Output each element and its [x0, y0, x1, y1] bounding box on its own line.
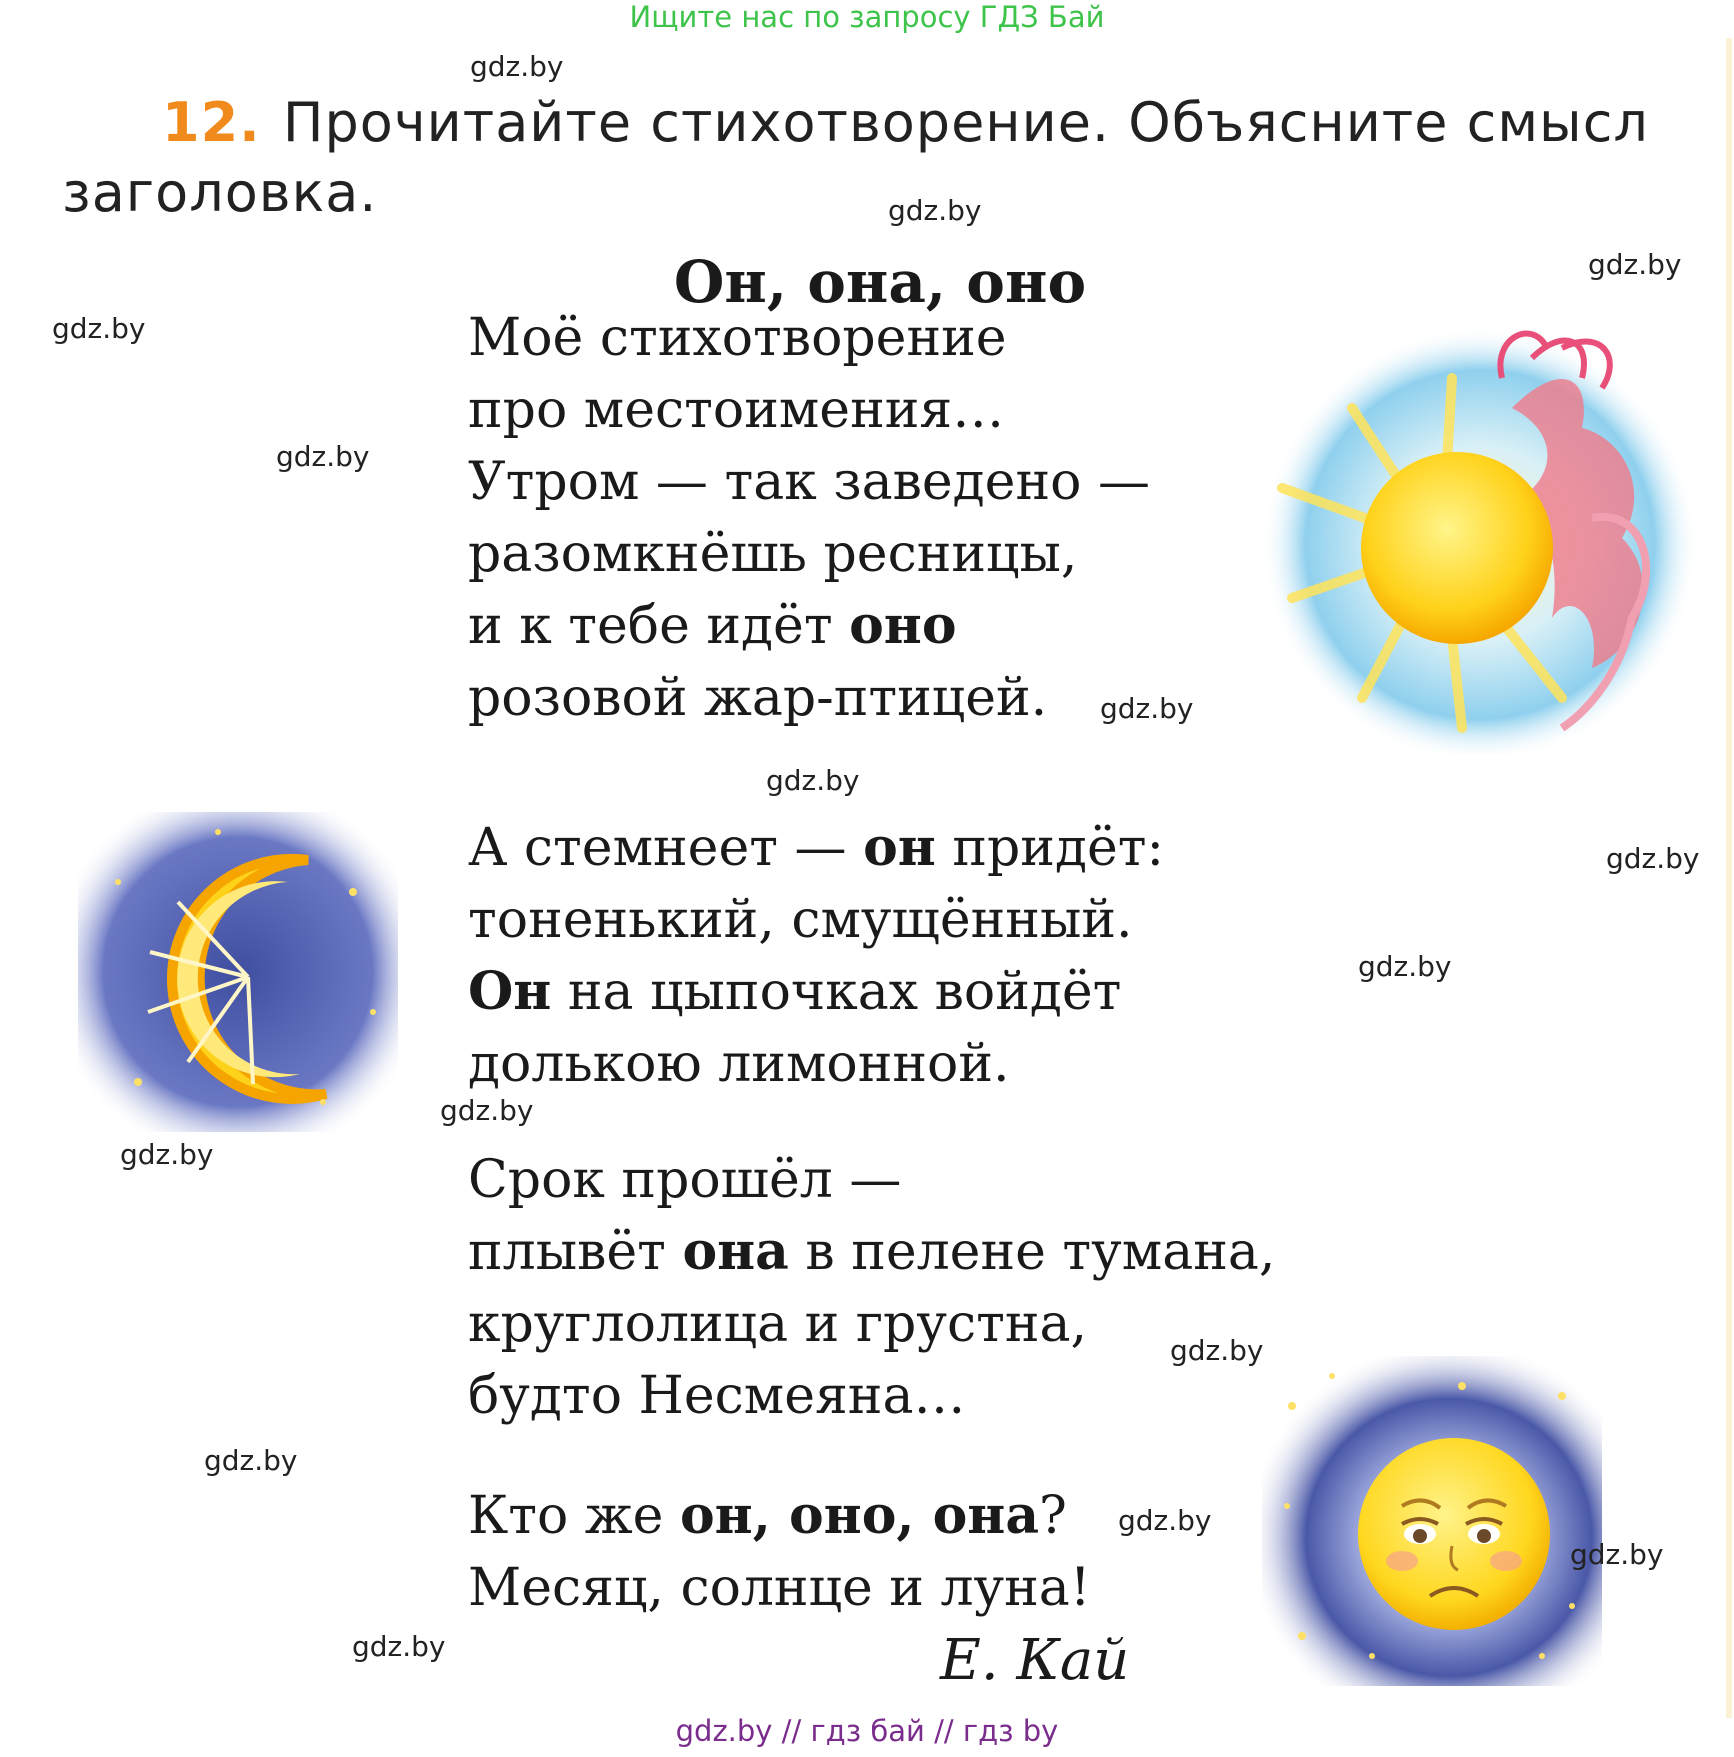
watermark: gdz.by: [204, 1444, 298, 1477]
watermark: gdz.by: [470, 50, 564, 83]
footer-links[interactable]: gdz.by // гдз бай // гдз by: [675, 1714, 1059, 1748]
poem-line-text: на цыпочках войдёт: [551, 962, 1122, 1022]
poem-pronoun: оно: [849, 595, 957, 656]
poem-line: Утром — так заведено —: [468, 452, 1150, 512]
poem-stanza-1: [468, 302, 1150, 734]
poem-author: Е. Кай: [940, 1628, 1130, 1693]
poem-pronoun: он, оно, она: [680, 1485, 1040, 1546]
poem-line: Срок прошёл —: [468, 1150, 902, 1210]
watermark: gdz.by: [120, 1138, 214, 1171]
task-instruction: Прочитайте стихотворение. Объясните смысл заголовка.: [62, 91, 1649, 224]
watermark: gdz.by: [1606, 842, 1700, 875]
watermark: gdz.by: [888, 194, 982, 227]
top-banner[interactable]: Ищите нас по запросу ГДЗ Бай: [629, 0, 1105, 34]
task-number: 12.: [162, 91, 261, 154]
watermark: gdz.by: [1570, 1538, 1664, 1571]
poem-line: долькою лимонной.: [468, 1034, 1010, 1094]
poem-line: разомкнёшь ресницы,: [468, 524, 1078, 584]
watermark: gdz.by: [440, 1094, 534, 1127]
watermark: gdz.by: [352, 1630, 446, 1663]
watermark: gdz.by: [766, 764, 860, 797]
poem-line: будто Несмеяна…: [468, 1366, 966, 1426]
poem-line-text: в пелене тумана,: [788, 1222, 1276, 1282]
watermark: gdz.by: [1118, 1504, 1212, 1537]
poem-title: Он, она, оно: [673, 248, 1087, 316]
poem-pronoun: он: [863, 817, 936, 878]
poem-line: [468, 1216, 1275, 1288]
poem-pronoun: она: [682, 1221, 789, 1282]
poem-line-text: и к тебе идёт: [468, 596, 850, 656]
poem-line-text: А стемнеет —: [468, 818, 864, 878]
watermark: gdz.by: [1100, 692, 1194, 725]
poem-line: круглолица и грустна,: [468, 1294, 1088, 1354]
poem-line: [468, 956, 1164, 1028]
lemon-crescent-moon-icon: [78, 812, 398, 1132]
poem-line: [468, 1480, 1091, 1552]
poem-line-text: плывёт: [468, 1222, 683, 1282]
poem-line: тоненький, смущённый.: [468, 890, 1133, 950]
poem-line: [468, 590, 1150, 662]
poem-line: Моё стихотворение: [468, 308, 1007, 368]
watermark: gdz.by: [1170, 1334, 1264, 1367]
watermark: gdz.by: [1358, 950, 1452, 983]
poem-stanza-2: [468, 812, 1164, 1100]
poem-line-text: Кто же: [468, 1486, 680, 1546]
poem-stanza-4: [468, 1480, 1091, 1624]
poem-line-text: ?: [1039, 1486, 1067, 1546]
watermark: gdz.by: [1588, 248, 1682, 281]
poem-line: [468, 812, 1164, 884]
poem-line: розовой жар-птицей.: [468, 668, 1048, 728]
poem-stanza-3: [468, 1144, 1275, 1432]
poem-line: Месяц, солнце и луна!: [468, 1558, 1091, 1618]
sad-full-moon-icon: [1262, 1356, 1602, 1686]
sun-firebird-icon: [1262, 318, 1698, 754]
task-text: [62, 88, 1692, 228]
poem-pronoun: Он: [468, 961, 552, 1022]
page-edge-rule: [1726, 38, 1732, 1718]
poem-line: про местоимения…: [468, 380, 1005, 440]
watermark: gdz.by: [52, 312, 146, 345]
watermark: gdz.by: [276, 440, 370, 473]
poem-line-text: придёт:: [935, 818, 1165, 878]
